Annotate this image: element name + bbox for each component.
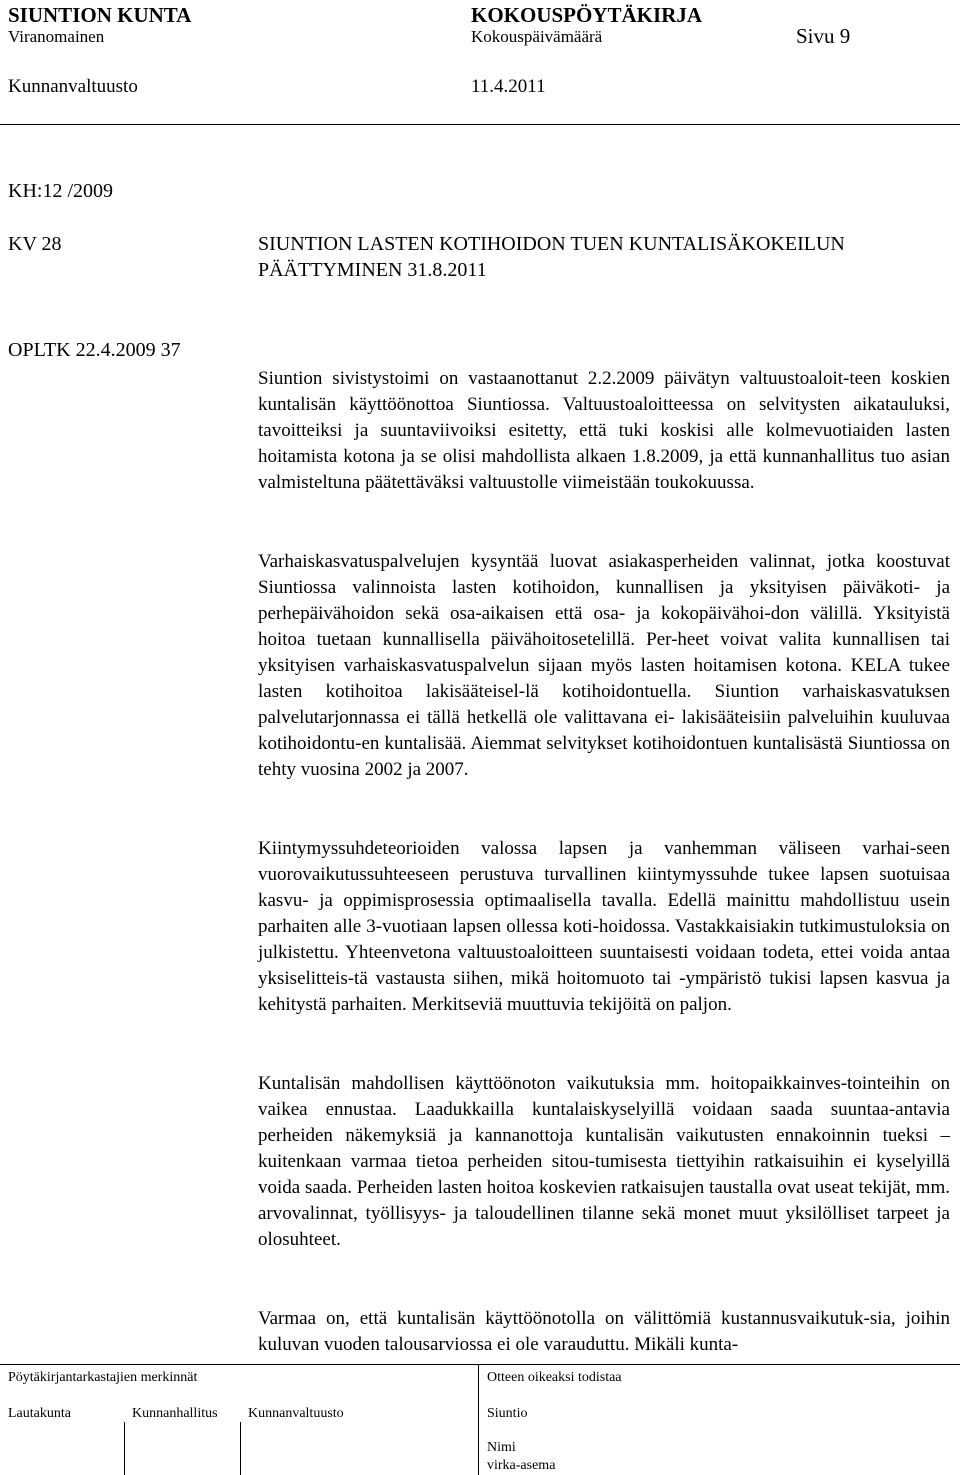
footer-center-divider xyxy=(478,1364,479,1475)
paragraph-3: Kiintymyssuhdeteorioiden valossa lapsen ja vanhemman väliseen varhai-seen vuorovaikutussuhteeseen perustuva turvallinen kiintymyssuhde tukee lapsen suotuisaa kasvu- ja oppimisprosessia optimaalisella tavalla. Edellä mainittu mahdollistuu usein parhaiten alle 3-vuotiaan lapsen ollessa koti-hoidossa. Vastakkaisiakin tutkimustuloksia on julkistettu. Yhteenvetona valtuustoaloitteen suuntaisesti voidaan todeta, ettei voida antaa yksiselitteis-tä vastausta siihen, mikä hoitomuoto tai -ympäristö tukisi lapsen kasvua ja kehitystä parhaiten. Merkitseviä muuttuvia tekijöitä on paljon. xyxy=(258,838,950,1015)
paragraph-5: Varmaa on, että kuntalisän käyttöönotolla on välittömiä kustannusvaikutuk-sia, joihin kuluvan vuoden talousarviossa ei ole varauduttu. Mikäli kunta- xyxy=(258,1308,950,1355)
lautakunta-label: Lautakunta xyxy=(8,1406,71,1421)
item-title-line-1: SIUNTION LASTEN KOTIHOIDON TUEN KUNTALISÄKOKEILUN xyxy=(258,233,845,255)
footer-signature-divider-1 xyxy=(124,1422,125,1475)
authority-label: Viranomainen xyxy=(8,27,105,46)
paragraph-1: Siuntion sivistystoimi on vastaanottanut 2.2.2009 päivätyn valtuustoaloit-teen koskien kuntalisän käyttöönottoa Siuntiossa. Valtuustoaloitteessa on selvitysten aikatauluksi, tavoitteiksi ja suuntaviivoiksi esitetty, että tuki koskisi alle kolmevuotiaiden lasten hoitamista kotona ja se olisi mahdollista alkaen 1.8.2009, ja että kunnanhallitus tuo asian valmisteltuna päätettäväksi valtuustolle viimeistään toukokuussa. xyxy=(258,368,950,493)
name-label: Nimi xyxy=(487,1440,516,1455)
opltk-reference: OPLTK 22.4.2009 37 xyxy=(8,339,181,361)
governing-body: Kunnanvaltuusto xyxy=(8,76,138,97)
inspectors-label: Pöytäkirjantarkastajien merkinnät xyxy=(8,1370,198,1385)
kh-reference: KH:12 /2009 xyxy=(8,180,113,202)
paragraph-4: Kuntalisän mahdollisen käyttöönoton vaikutuksia mm. hoitopaikkainves-tointeihin on vaikea ennustaa. Laadukkailla kuntalaiskyselyillä voidaan saada suuntaa-antavia perheiden näkemyksiä ja kannanottoja kuntalisän vaikutusten ennakoinnin tueksi – kuitenkaan varmaa tietoa perheiden sitou-tumisesta tiettyihin ratkaisuihin ei kyselyillä voida saada. Perheiden lasten hoitoa koskevien ratkaisujen taustalla ovat useat tekijät, mm. arvovalinnat, työllisyys- ja taloudellinen tilanne sekä monet muut yksilölliset tarpeet ja olosuhteet. xyxy=(258,1073,950,1250)
document-type: KOKOUSPÖYTÄKIRJA xyxy=(471,3,703,27)
certified-label: Otteen oikeaksi todistaa xyxy=(487,1370,622,1385)
meeting-date-label: Kokouspäivämäärä xyxy=(471,27,603,46)
kv-reference: KV 28 xyxy=(8,233,62,255)
kunnanhallitus-label: Kunnanhallitus xyxy=(132,1406,218,1421)
position-label: virka-asema xyxy=(487,1458,556,1473)
kunnanvaltuusto-label: Kunnanvaltuusto xyxy=(248,1406,344,1421)
paragraph-2: Varhaiskasvatuspalvelujen kysyntää luovat asiakasperheiden valinnat, jotka koostuvat Siuntiossa valinnoista lasten kotihoidon, kunnallisen ja yksityisen päiväkoti- ja perhepäivähoidon sekä osa-aikaisen että osa- ja kokopäivähoi-don välillä. Yksityistä hoitoa tuetaan kunnallisella päivähoitosetelillä. Per-heet voivat valita kunnallisen tai yksityisen varhaiskasvatuspalvelun sijaan myös lasten hoitamisen kotona. KELA tukee lasten kotihoitoa lakisääteisel-lä kotihoidontuella. Siuntion varhaiskasvatuksen palvelutarjonnassa ei tällä hetkellä ole valittavana ei- lakisääteisiin palveluihin kuuluvaa kotihoidontu-en kuntalisää. Aiemmat selvitykset kotihoidontuen kuntalisästä Siuntiossa on tehty vuosina 2002 ja 2007. xyxy=(258,551,950,780)
footer-divider xyxy=(0,1364,960,1365)
header-divider xyxy=(0,124,960,125)
item-title-line-2: PÄÄTTYMINEN 31.8.2011 xyxy=(258,259,487,281)
page-number: Sivu 9 xyxy=(796,24,851,48)
footer-signature-divider-2 xyxy=(240,1422,241,1475)
municipality-name: SIUNTION KUNTA xyxy=(8,3,192,27)
siuntio-label: Siuntio xyxy=(487,1406,528,1421)
meeting-date: 11.4.2011 xyxy=(471,76,546,97)
